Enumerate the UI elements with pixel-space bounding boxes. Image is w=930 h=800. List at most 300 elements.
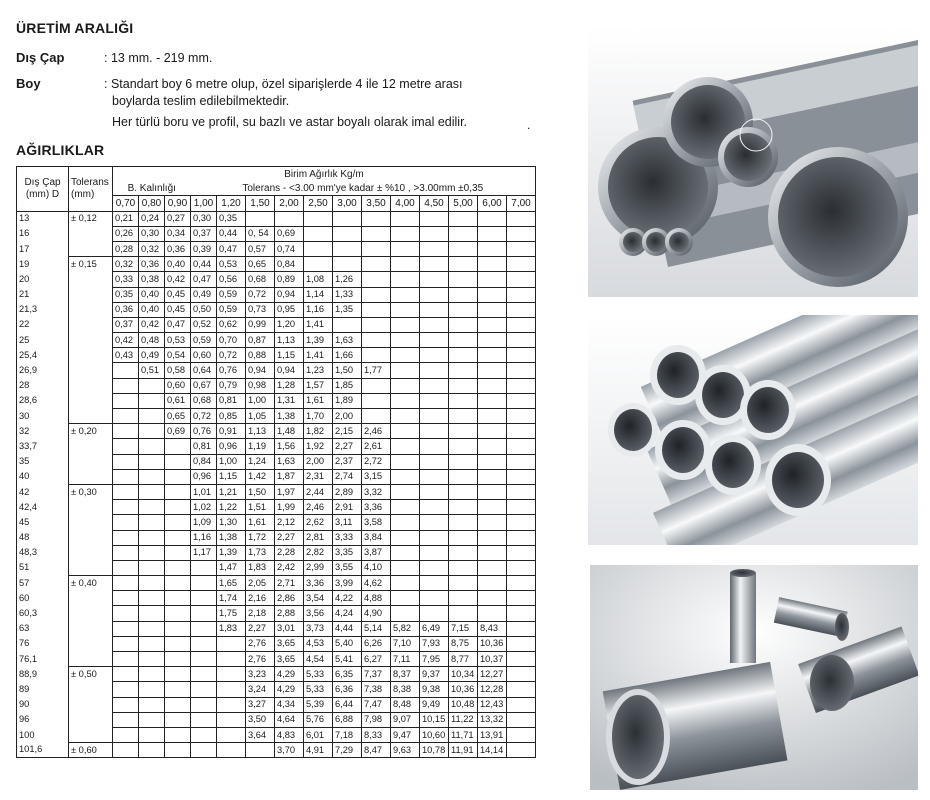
weight-cell: 0,36 <box>165 241 191 256</box>
weight-cell <box>217 743 246 758</box>
weight-cell <box>165 682 191 697</box>
weight-cell <box>362 211 391 226</box>
weight-cell <box>362 302 391 317</box>
weight-cell <box>449 333 478 348</box>
weight-cell: 4,34 <box>275 697 304 712</box>
table-row <box>17 241 536 256</box>
weight-cell <box>139 667 165 682</box>
weight-cell <box>507 500 536 515</box>
table-row <box>17 652 536 667</box>
weight-cell: 7,38 <box>362 682 391 697</box>
weight-cell: 3,70 <box>275 743 304 758</box>
diameter-cell: 25,4 <box>17 348 69 363</box>
weight-cell <box>449 257 478 272</box>
weight-cell <box>507 439 536 454</box>
weight-cell: 1,47 <box>217 560 246 575</box>
tolerance-cell <box>69 272 113 287</box>
weight-cell: 0,50 <box>191 302 217 317</box>
weight-cell <box>449 484 478 499</box>
weight-cell <box>478 363 507 378</box>
weight-cell: 0,40 <box>139 287 165 302</box>
weight-cell: 3,35 <box>333 545 362 560</box>
weight-cell: 0,72 <box>191 409 217 424</box>
weight-cell: 1,21 <box>217 484 246 499</box>
weight-cell <box>139 500 165 515</box>
weight-cell <box>391 500 420 515</box>
weight-cell <box>391 560 420 575</box>
weight-cell <box>420 484 449 499</box>
weight-cell <box>113 560 139 575</box>
weight-cell <box>420 211 449 226</box>
tolerance-cell <box>69 241 113 256</box>
weight-cell: 1,63 <box>333 333 362 348</box>
weight-cell: 0,72 <box>217 348 246 363</box>
tolerance-cell: ± 0,50 <box>69 667 113 682</box>
weight-cell: 0,60 <box>165 378 191 393</box>
weight-cell <box>391 409 420 424</box>
diameter-cell: 20 <box>17 272 69 287</box>
weight-cell: 3,55 <box>333 560 362 575</box>
weight-cell: 0,43 <box>113 348 139 363</box>
weight-cell <box>165 469 191 484</box>
weight-cell: 1,38 <box>275 409 304 424</box>
weight-cell <box>391 606 420 621</box>
weight-cell <box>113 409 139 424</box>
table-row <box>17 606 536 621</box>
weight-cell: 1,16 <box>191 530 217 545</box>
weight-cell: 0,65 <box>165 409 191 424</box>
weight-cell: 6,01 <box>304 727 333 742</box>
weight-cell: 0,94 <box>275 287 304 302</box>
weight-cell: 0,37 <box>113 317 139 332</box>
weight-cell <box>139 576 165 591</box>
weight-cell <box>478 576 507 591</box>
weight-cell <box>165 621 191 636</box>
weight-cell: 1,92 <box>304 439 333 454</box>
weight-cell: 0,53 <box>165 333 191 348</box>
weight-cell <box>478 348 507 363</box>
weight-cell <box>333 317 362 332</box>
weight-cell <box>420 530 449 545</box>
weight-cell <box>449 241 478 256</box>
weight-cell <box>113 363 139 378</box>
weight-cell <box>165 697 191 712</box>
tolerance-cell <box>69 333 113 348</box>
weight-cell <box>362 287 391 302</box>
weight-cell: 12,27 <box>478 667 507 682</box>
weight-cell <box>113 515 139 530</box>
tolerance-cell <box>69 591 113 606</box>
weight-cell <box>191 606 217 621</box>
weight-cell: 5,14 <box>362 621 391 636</box>
weight-cell: 7,11 <box>391 652 420 667</box>
weight-cell: 0,56 <box>217 272 246 287</box>
weight-cell <box>191 652 217 667</box>
weight-cell: 1,65 <box>217 576 246 591</box>
weight-cell: 1,48 <box>275 424 304 439</box>
weight-cell <box>333 226 362 241</box>
weight-cell: 0,30 <box>139 226 165 241</box>
weight-cell: 9,63 <box>391 743 420 758</box>
weight-cell: 0,42 <box>113 333 139 348</box>
weight-cell: 4,83 <box>275 727 304 742</box>
weight-cell <box>507 621 536 636</box>
weight-cell: 2,62 <box>304 515 333 530</box>
weight-cell: 1,20 <box>275 317 304 332</box>
weight-cell: 0,99 <box>246 317 275 332</box>
weight-cell <box>139 591 165 606</box>
weight-cell <box>191 667 217 682</box>
weight-cell <box>113 606 139 621</box>
weight-cell: 1,09 <box>191 515 217 530</box>
weight-cell: 0,59 <box>217 302 246 317</box>
weight-cell <box>246 211 275 226</box>
weight-cell <box>478 211 507 226</box>
weight-cell: 2,82 <box>304 545 333 560</box>
weight-cell: 0,28 <box>113 241 139 256</box>
weight-cell <box>449 211 478 226</box>
tolerance-cell <box>69 302 113 317</box>
table-row <box>17 621 536 636</box>
weight-cell <box>420 591 449 606</box>
tolerance-cell <box>69 439 113 454</box>
weight-cell: 12,28 <box>478 682 507 697</box>
weight-cell <box>507 545 536 560</box>
weight-cell <box>333 241 362 256</box>
weight-cell <box>420 257 449 272</box>
weight-cell: 1,22 <box>217 500 246 515</box>
weight-cell: 0,38 <box>139 272 165 287</box>
weight-cell: 5,33 <box>304 667 333 682</box>
weight-cell <box>478 226 507 241</box>
weights-heading: AĞIRLIKLAR <box>16 142 105 158</box>
table-row <box>17 560 536 575</box>
thickness-header-cell: 6,00 <box>478 196 507 211</box>
weight-cell: 8,75 <box>449 636 478 651</box>
weight-cell: 4,10 <box>362 560 391 575</box>
weight-cell <box>139 469 165 484</box>
weight-cell <box>507 226 536 241</box>
weight-cell <box>420 348 449 363</box>
weight-cell <box>478 317 507 332</box>
weight-cell <box>165 500 191 515</box>
thickness-header-cell: 3,50 <box>362 196 391 211</box>
weight-cell: 0,61 <box>165 393 191 408</box>
weight-cell <box>275 211 304 226</box>
weight-cell: 2,89 <box>333 484 362 499</box>
weight-cell <box>449 393 478 408</box>
weight-cell: 1,72 <box>246 530 275 545</box>
weight-cell <box>165 636 191 651</box>
weight-cell: 6,88 <box>333 712 362 727</box>
weight-cell: 1,39 <box>304 333 333 348</box>
weight-cell: 8,33 <box>362 727 391 742</box>
weight-cell: 2,91 <box>333 500 362 515</box>
weight-cell: 0,59 <box>191 333 217 348</box>
weight-cell <box>478 469 507 484</box>
weight-cell <box>420 363 449 378</box>
weight-cell <box>478 393 507 408</box>
weight-cell: 1,83 <box>217 621 246 636</box>
weight-cell <box>113 439 139 454</box>
weight-cell: 11,91 <box>449 743 478 758</box>
weight-cell: 0,45 <box>165 287 191 302</box>
weight-cell <box>139 621 165 636</box>
weight-cell <box>478 484 507 499</box>
weight-cell <box>391 515 420 530</box>
weight-cell <box>391 454 420 469</box>
weight-cell: 5,33 <box>304 682 333 697</box>
weight-cell <box>507 697 536 712</box>
weight-cell: 7,95 <box>420 652 449 667</box>
weight-cell: 6,27 <box>362 652 391 667</box>
weight-cell: 7,10 <box>391 636 420 651</box>
weight-cell: 4,54 <box>304 652 333 667</box>
weight-cell <box>449 363 478 378</box>
weight-cell <box>113 652 139 667</box>
weight-cell <box>165 515 191 530</box>
weight-cell <box>391 484 420 499</box>
weight-cell: 0,36 <box>139 257 165 272</box>
weight-cell: 1,50 <box>246 484 275 499</box>
weight-cell <box>420 576 449 591</box>
diameter-cell: 57 <box>17 576 69 591</box>
diameter-cell: 33,7 <box>17 439 69 454</box>
weight-cell: 2,76 <box>246 636 275 651</box>
weight-cell: 0,89 <box>275 272 304 287</box>
weight-cell: 0,53 <box>217 257 246 272</box>
tolerance-cell <box>69 712 113 727</box>
thickness-header-cell: 0,80 <box>139 196 165 211</box>
diameter-cell: 35 <box>17 454 69 469</box>
tolerance-cell <box>69 727 113 742</box>
diameter-cell: 76,1 <box>17 652 69 667</box>
weight-cell: 1,61 <box>246 515 275 530</box>
weight-cell: 0,74 <box>275 241 304 256</box>
weight-cell: 0,70 <box>217 333 246 348</box>
weight-cell: 0,59 <box>217 287 246 302</box>
weight-cell: 1,56 <box>275 439 304 454</box>
weight-cell: 0,39 <box>191 241 217 256</box>
weight-cell <box>420 333 449 348</box>
diameter-cell: 25 <box>17 333 69 348</box>
weight-cell <box>139 727 165 742</box>
weight-cell <box>449 409 478 424</box>
weight-cell <box>449 515 478 530</box>
weight-cell <box>507 409 536 424</box>
weight-cell <box>449 226 478 241</box>
weight-cell <box>217 682 246 697</box>
weight-cell: 0,26 <box>113 226 139 241</box>
weight-cell: 0,62 <box>217 317 246 332</box>
weight-cell: 0,40 <box>139 302 165 317</box>
weight-cell: 0,64 <box>191 363 217 378</box>
weight-cell <box>507 378 536 393</box>
weight-cell: 3,56 <box>304 606 333 621</box>
tolerance-cell <box>69 469 113 484</box>
weight-cell <box>139 439 165 454</box>
weight-cell <box>507 515 536 530</box>
weight-cell <box>478 515 507 530</box>
weight-cell: 0,30 <box>191 211 217 226</box>
weight-cell <box>420 378 449 393</box>
weight-cell: 0,47 <box>165 317 191 332</box>
weight-cell: 2,42 <box>275 560 304 575</box>
weight-cell <box>217 712 246 727</box>
weight-cell: 10,34 <box>449 667 478 682</box>
weight-cell: 3,01 <box>275 621 304 636</box>
weight-cell: 0,94 <box>275 363 304 378</box>
weight-cell: 7,29 <box>333 743 362 758</box>
table-row <box>17 363 536 378</box>
weight-cell <box>478 287 507 302</box>
weight-cell <box>507 652 536 667</box>
weight-cell <box>507 317 536 332</box>
diameter-cell: 76 <box>17 636 69 651</box>
weight-cell: 1,13 <box>246 424 275 439</box>
weight-cell: 0,51 <box>139 363 165 378</box>
weight-cell: 0,76 <box>217 363 246 378</box>
weight-cell <box>507 667 536 682</box>
table-row <box>17 211 536 226</box>
weight-cell <box>507 530 536 545</box>
weight-cell: 1,74 <box>217 591 246 606</box>
weight-cell: 1,31 <box>275 393 304 408</box>
weight-cell <box>449 606 478 621</box>
weight-cell: 3,15 <box>362 469 391 484</box>
length-text-line2: boylarda teslim edilebilmektedir. <box>112 94 290 108</box>
weight-cell: 0,44 <box>191 257 217 272</box>
weight-cell <box>478 545 507 560</box>
weight-cell: 9,38 <box>420 682 449 697</box>
weight-cell: 2,00 <box>304 454 333 469</box>
weight-cell <box>478 454 507 469</box>
tolerance-cell <box>69 530 113 545</box>
weight-cell <box>139 636 165 651</box>
weight-cell: 6,26 <box>362 636 391 651</box>
weight-cell: 2,16 <box>246 591 275 606</box>
weight-cell: 3,27 <box>246 697 275 712</box>
weight-cell: 0,88 <box>246 348 275 363</box>
weight-cell: 0,44 <box>217 226 246 241</box>
weight-cell: 0,33 <box>113 272 139 287</box>
weight-cell <box>449 500 478 515</box>
weight-cell: 5,76 <box>304 712 333 727</box>
length-text-line1: : Standart boy 6 metre olup, özel siparişlerde 4 ile 12 metre arası <box>104 77 463 91</box>
weight-cell: 4,24 <box>333 606 362 621</box>
weight-cell: 1,97 <box>275 484 304 499</box>
weight-cell <box>191 712 217 727</box>
weight-cell: 2,00 <box>333 409 362 424</box>
weight-cell <box>362 348 391 363</box>
table-row <box>17 636 536 651</box>
weight-cell: 3,54 <box>304 591 333 606</box>
weight-cell: 1,15 <box>217 469 246 484</box>
tolerance-cell <box>69 454 113 469</box>
weight-cell: 3,36 <box>362 500 391 515</box>
weight-cell <box>507 348 536 363</box>
weight-cell: 3,64 <box>246 727 275 742</box>
thickness-header-cell: 1,00 <box>191 196 217 211</box>
weight-cell <box>391 545 420 560</box>
weight-cell <box>391 530 420 545</box>
weight-cell: 13,32 <box>478 712 507 727</box>
weight-cell <box>449 302 478 317</box>
weight-cell <box>165 454 191 469</box>
weight-cell: 0,40 <box>165 257 191 272</box>
weight-cell: 1,77 <box>362 363 391 378</box>
weight-cell: 2,86 <box>275 591 304 606</box>
weight-cell: 7,15 <box>449 621 478 636</box>
weight-cell: 0,95 <box>275 302 304 317</box>
weight-cell: 0,48 <box>139 333 165 348</box>
weight-cell <box>191 576 217 591</box>
weight-cell <box>391 317 420 332</box>
tolerance-cell <box>69 621 113 636</box>
tolerance-note-header: Tolerans - <3.00 mm'ye kadar ± %10 , >3.00mm ±0,35 <box>191 181 536 196</box>
thickness-header-cell: 7,00 <box>507 196 536 211</box>
table-row <box>17 743 536 758</box>
tolerance-cell: ± 0,60 <box>69 743 113 758</box>
weight-cell <box>139 545 165 560</box>
weight-cell <box>113 697 139 712</box>
weight-cell <box>420 272 449 287</box>
weight-cell: 3,65 <box>275 636 304 651</box>
wall-thickness-header: B. Kalınlığı <box>113 181 191 196</box>
weight-cell <box>139 682 165 697</box>
weight-cell <box>420 424 449 439</box>
weight-cell: 2,27 <box>246 621 275 636</box>
weight-cell <box>165 606 191 621</box>
weight-cell <box>362 257 391 272</box>
weight-cell <box>507 636 536 651</box>
table-row <box>17 226 536 241</box>
weight-cell <box>217 652 246 667</box>
weight-cell <box>391 226 420 241</box>
table-row <box>17 682 536 697</box>
weight-cell: 8,48 <box>391 697 420 712</box>
weight-cell: 1,35 <box>333 302 362 317</box>
weight-cell: 1,38 <box>217 530 246 545</box>
weight-cell: 0,42 <box>139 317 165 332</box>
weight-cell: 1,02 <box>191 500 217 515</box>
weight-cell <box>478 591 507 606</box>
weight-cell: 1,42 <box>246 469 275 484</box>
weight-cell: 1,66 <box>333 348 362 363</box>
weight-cell <box>478 333 507 348</box>
weight-cell: 10,60 <box>420 727 449 742</box>
weight-cell: 1,82 <box>304 424 333 439</box>
weight-cell: 1,70 <box>304 409 333 424</box>
weight-cell <box>507 363 536 378</box>
weight-cell: 2,28 <box>275 545 304 560</box>
weight-cell <box>362 272 391 287</box>
weight-cell: 0,49 <box>191 287 217 302</box>
weight-cell: 8,38 <box>391 682 420 697</box>
weight-cell <box>165 576 191 591</box>
weight-cell: 1,00 <box>217 454 246 469</box>
weight-cell: 0, 54 <box>246 226 275 241</box>
tolerance-cell <box>69 545 113 560</box>
weight-cell: 1,17 <box>191 545 217 560</box>
weight-cell: 4,62 <box>362 576 391 591</box>
weight-cell <box>507 241 536 256</box>
weight-cell: 4,29 <box>275 682 304 697</box>
weight-cell <box>420 439 449 454</box>
weight-cell <box>478 500 507 515</box>
weight-cell <box>139 484 165 499</box>
weight-cell <box>391 287 420 302</box>
